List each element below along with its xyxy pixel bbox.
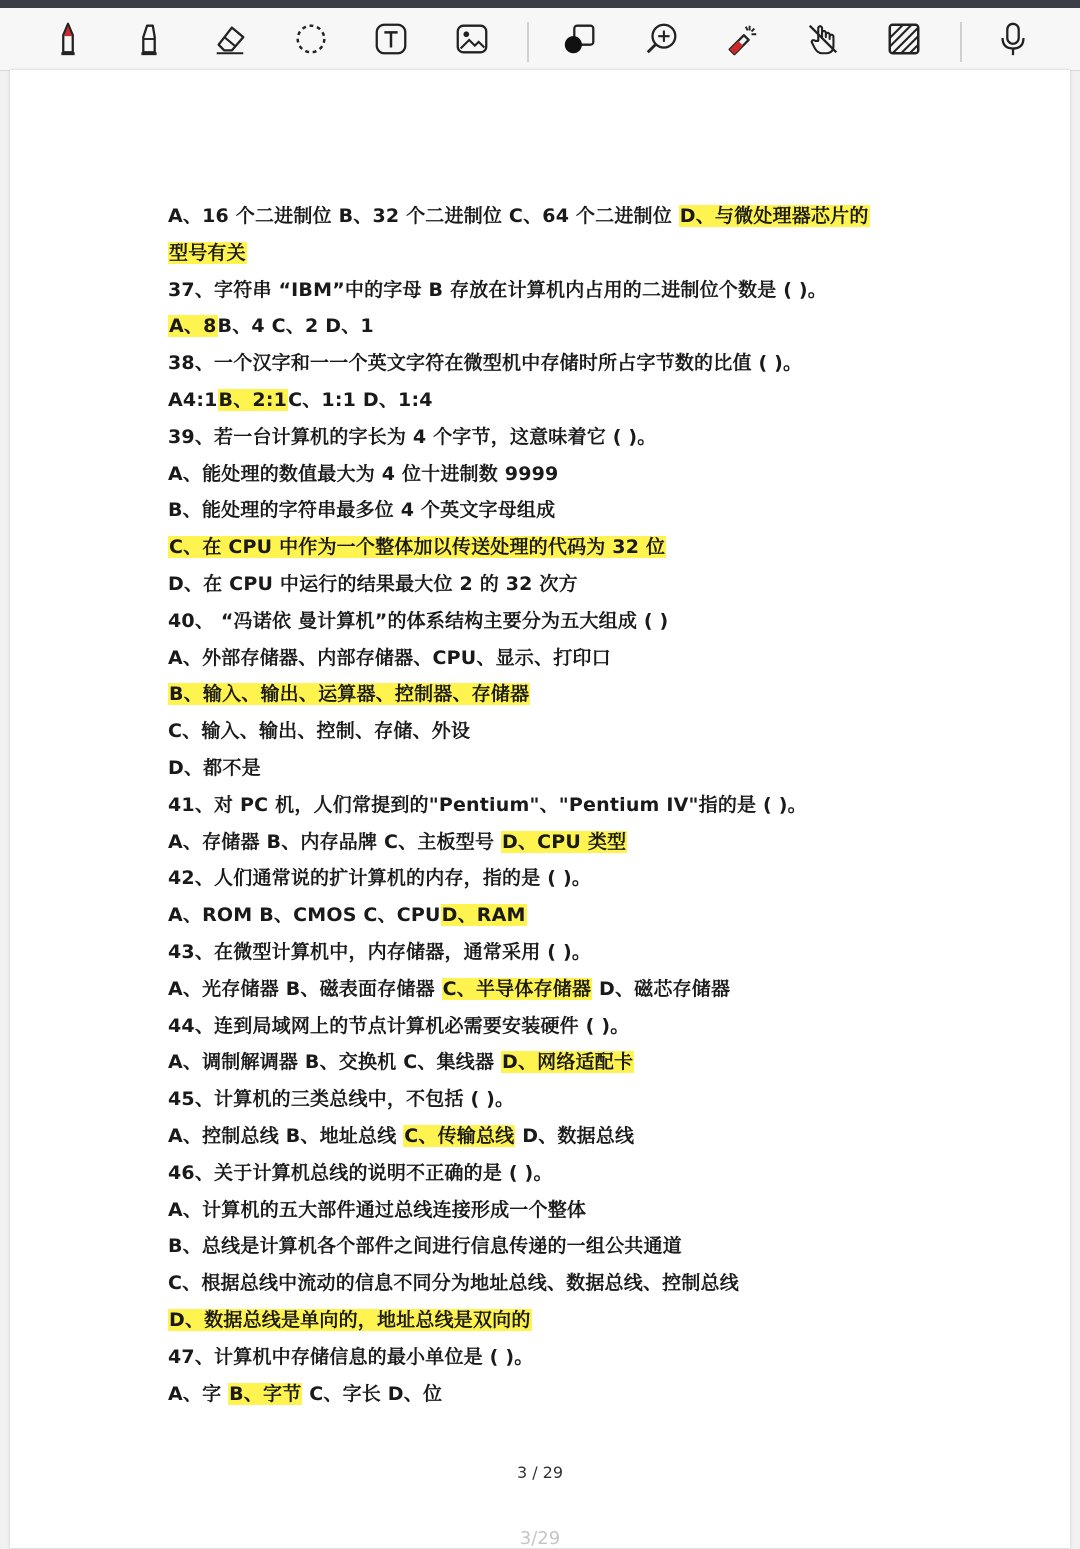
text-line xyxy=(168,1008,948,1045)
highlighter-tool-button[interactable] xyxy=(126,16,172,62)
shapes-tool-button[interactable] xyxy=(557,16,603,62)
text-line xyxy=(168,272,948,309)
pattern-tool-button[interactable] xyxy=(881,16,927,62)
line-text: D、数据总线 xyxy=(515,1124,635,1147)
text-line xyxy=(168,419,948,456)
text-line xyxy=(168,860,948,897)
line-text: A、控制总线 B、地址总线 xyxy=(168,1124,404,1147)
text-line xyxy=(168,1081,948,1118)
line-text: A、计算机的五大部件通过总线连接形成一个整体 xyxy=(168,1198,587,1221)
line-text: 42、人们通常说的扩计算机的内存，指的是 ( )。 xyxy=(168,867,592,890)
line-text: 37、字符串 “IBM”中的字母 B 存放在计算机内占用的二进制位个数是 ( )。 xyxy=(168,278,827,301)
highlighted-answer: D、网络适配卡 xyxy=(501,1051,634,1074)
highlighted-answer: C、半导体存储器 xyxy=(442,977,592,1000)
line-text: 43、在微型计算机中，内存储器，通常采用 ( )。 xyxy=(168,940,592,963)
line-text: 41、对 PC 机，人们常提到的"Pentium"、"Pentium IV"指的是 ( )。 xyxy=(168,793,807,816)
line-text: D、在 CPU 中运行的结果最大位 2 的 32 次方 xyxy=(168,572,578,595)
image-tool-button[interactable] xyxy=(449,16,495,62)
line-text: C、根据总线中流动的信息不同分为地址总线、数据总线、控制总线 xyxy=(168,1272,739,1295)
line-text: B、能处理的字符串最多位 4 个英文字母组成 xyxy=(168,499,556,522)
lasso-select-tool-button[interactable] xyxy=(288,16,334,62)
line-text: B、总线是计算机各个部件之间进行信息传递的一组公共通道 xyxy=(168,1235,682,1258)
line-text: A、光存储器 B、磁表面存储器 xyxy=(168,977,442,1000)
text-line xyxy=(168,897,948,934)
text-line xyxy=(168,787,948,824)
line-text: A、能处理的数值最大为 4 位十进制数 9999 xyxy=(168,462,559,485)
touch-tool-button[interactable] xyxy=(800,16,846,62)
text-box-icon xyxy=(372,20,410,58)
highlighted-answer: D、与微处理器芯片的 xyxy=(679,205,869,227)
line-text: A、16 个二进制位 B、32 个二进制位 C、64 个二进制位 xyxy=(168,205,679,227)
text-line xyxy=(168,1044,948,1081)
line-text: C、字长 D、位 xyxy=(302,1382,443,1405)
highlighted-answer: A、8 xyxy=(169,315,217,338)
line-text: A、调制解调器 B、交换机 C、集线器 xyxy=(168,1051,501,1074)
zoom-in-icon xyxy=(643,20,681,58)
text-line xyxy=(168,1265,948,1302)
hand-touch-icon xyxy=(804,20,842,58)
highlighted-answer: C、传输总线 xyxy=(404,1124,515,1147)
line-text: 46、关于计算机总线的说明不正确的是 ( )。 xyxy=(168,1161,553,1184)
line-text: A、外部存储器、内部存储器、CPU、显示、打印口 xyxy=(168,646,611,669)
question-text-block xyxy=(168,198,948,1412)
line-text: B、4 C、2 D、1 xyxy=(217,315,374,338)
text-line xyxy=(168,345,948,382)
highlighted-answer: B、字节 xyxy=(229,1382,302,1405)
pattern-fill-icon xyxy=(885,20,923,58)
line-text: 47、计算机中存储信息的最小单位是 ( )。 xyxy=(168,1345,534,1368)
lasso-select-icon xyxy=(292,20,330,58)
highlighted-answer: 型号有关 xyxy=(169,241,246,264)
page-footer-number: 3 / 29 xyxy=(516,1463,564,1482)
shapes-icon xyxy=(561,20,599,58)
pen-icon xyxy=(49,20,87,58)
text-line xyxy=(168,1228,948,1265)
text-line xyxy=(168,1118,948,1155)
text-line xyxy=(168,1376,948,1413)
highlighted-answer: D、RAM xyxy=(441,904,526,927)
line-text: A、存储器 B、内存品牌 C、主板型号 xyxy=(168,830,501,853)
line-text: 40、 “冯诺依 曼计算机”的体系结构主要分为五大组成 ( ) xyxy=(168,609,669,632)
line-text: D、磁芯存储器 xyxy=(592,977,731,1000)
text-line xyxy=(168,1192,948,1229)
text-line xyxy=(168,1155,948,1192)
line-text: A、ROM B、CMOS C、CPU xyxy=(168,904,441,927)
microphone-icon xyxy=(994,20,1032,58)
text-line xyxy=(168,640,948,677)
eraser-tool-button[interactable] xyxy=(207,16,253,62)
text-line xyxy=(168,676,948,713)
toolbar-divider xyxy=(527,22,529,62)
line-text: 39、若一台计算机的字长为 4 个字节，这意味着它 ( )。 xyxy=(168,425,657,448)
image-icon xyxy=(453,20,491,58)
text-line xyxy=(168,603,948,640)
annotation-toolbar xyxy=(0,8,1080,71)
zoom-tool-button[interactable] xyxy=(639,16,685,62)
eraser-icon xyxy=(211,20,249,58)
laser-pointer-icon xyxy=(723,20,761,58)
text-line xyxy=(168,934,948,971)
text-line xyxy=(168,529,948,566)
document-page xyxy=(10,70,1070,1548)
highlighted-answer: B、输入、输出、运算器、控制器、存储器 xyxy=(169,683,530,706)
line-text: 45、计算机的三类总线中，不包括 ( )。 xyxy=(168,1088,515,1111)
microphone-tool-button[interactable] xyxy=(990,16,1036,62)
text-line xyxy=(168,1339,948,1376)
laser-pointer-tool-button[interactable] xyxy=(719,16,765,62)
text-line xyxy=(168,566,948,603)
highlighted-answer: D、CPU 类型 xyxy=(501,830,627,853)
pen-tool-button[interactable] xyxy=(45,16,91,62)
highlighted-answer: C、在 CPU 中作为一个整体加以传送处理的代码为 32 位 xyxy=(169,536,666,559)
toolbar-divider xyxy=(960,22,962,62)
text-line xyxy=(168,308,948,345)
text-line xyxy=(168,198,948,235)
highlighter-icon xyxy=(130,20,168,58)
text-line xyxy=(168,750,948,787)
line-text: C、1:1 D、1:4 xyxy=(288,388,433,411)
line-text: A4:1 xyxy=(168,388,218,411)
text-line xyxy=(168,456,948,493)
highlighted-answer: D、数据总线是单向的，地址总线是双向的 xyxy=(169,1308,531,1331)
highlighted-answer: B、2:1 xyxy=(218,388,288,411)
line-text: D、都不是 xyxy=(168,756,261,779)
text-line xyxy=(168,492,948,529)
line-text: A、字 xyxy=(168,1382,229,1405)
line-text: 38、一个汉字和一一个英文字符在微型机中存储时所占字节数的比值 ( )。 xyxy=(168,352,803,375)
line-text: C、输入、输出、控制、存储、外设 xyxy=(168,720,471,743)
text-line xyxy=(168,382,948,419)
page-indicator-badge: 3/29 xyxy=(519,1528,561,1549)
text-line xyxy=(168,824,948,861)
text-line xyxy=(168,235,948,272)
line-text: 44、连到局域网上的节点计算机必需要安装硬件 ( )。 xyxy=(168,1014,630,1037)
text-tool-button[interactable] xyxy=(368,16,414,62)
text-line xyxy=(168,713,948,750)
window-top-edge xyxy=(0,0,1080,8)
text-line xyxy=(168,1302,948,1339)
text-line xyxy=(168,971,948,1008)
